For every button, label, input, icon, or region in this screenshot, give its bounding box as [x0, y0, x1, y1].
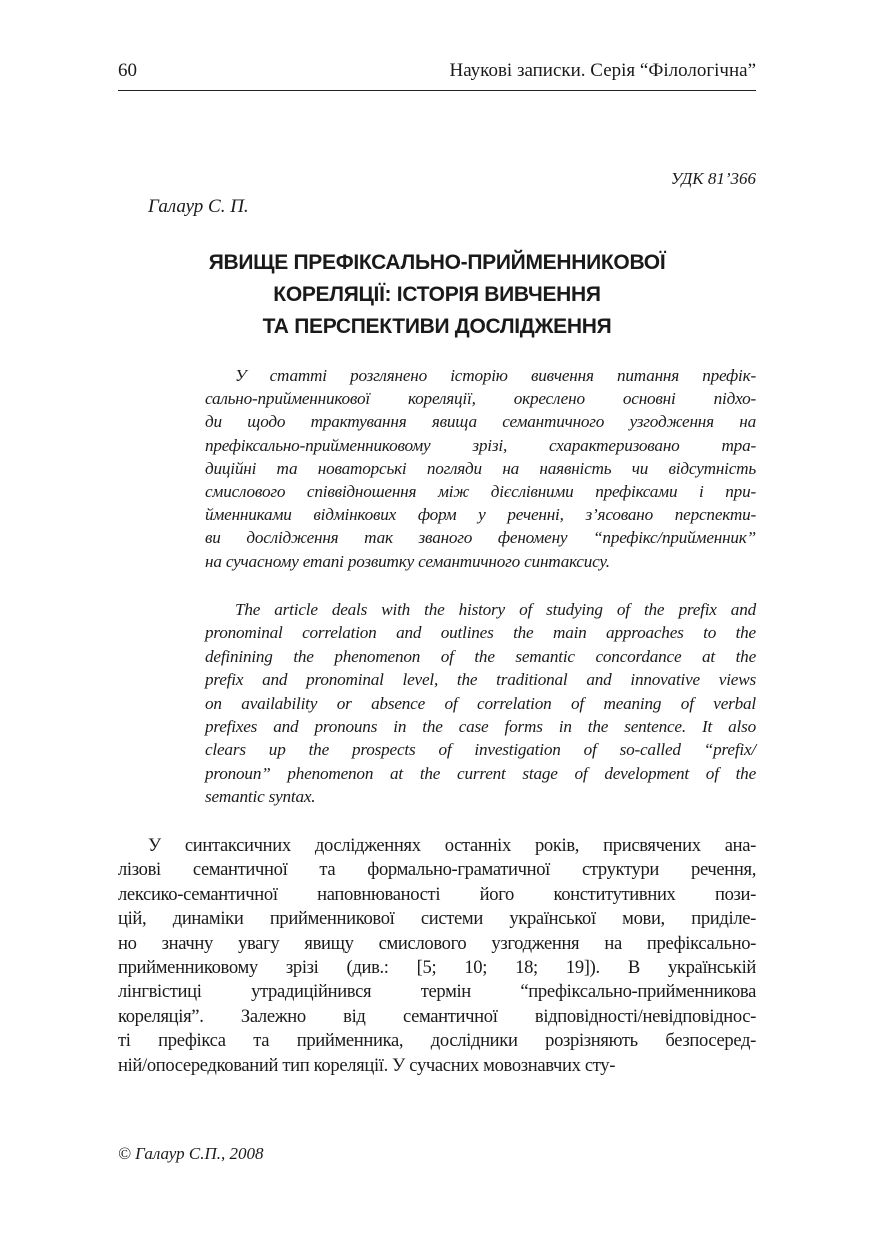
text-line: на сучасному етапі розвитку семантичного синтаксису. — [205, 551, 610, 571]
text-line: ній/опосередкований тип кореляції. У сучасних мовознавчих сту- — [118, 1054, 616, 1076]
text-line: on availability or absence of correlation of meaning of verbal — [205, 693, 756, 713]
text-line: clears up the prospects of investigation of so-called “prefix/ — [205, 740, 756, 760]
abstract-ukrainian — [205, 364, 756, 573]
text-line: ті префікса та прийменника, дослідники розрізняють безпосеред- — [118, 1030, 756, 1052]
author: Галаур С. П. — [148, 196, 249, 217]
copyright-footer: © Галаур С.П., 2008 — [118, 1144, 264, 1163]
text-line: сально-прийменникової кореляції, окреслено основні підхо- — [205, 389, 756, 409]
text-line: кореляція”. Залежно від семантичної відповідності/невідповіднос- — [118, 1005, 756, 1027]
text-line: У синтаксичних дослідженнях останніх років, присвячених ана- — [148, 835, 756, 856]
abstract-english — [205, 598, 756, 809]
text-line: лізові семантичної та формально-граматичної структури речення, — [118, 859, 756, 881]
page-number: 60 — [118, 60, 137, 81]
text-line: ви дослідження так званого феномену “префікс/прийменник” — [205, 528, 756, 548]
text-line: prefix and pronominal level, the traditional and innovative views — [205, 670, 756, 690]
header-rule — [118, 90, 756, 91]
text-line: pronoun” phenomenon at the current stage of development of the — [205, 763, 756, 783]
text-line: prefixes and pronouns in the case forms in the sentence. It also — [205, 717, 756, 737]
running-header: Наукові записки. Серія “Філологічна” — [449, 60, 756, 81]
body-paragraph — [118, 834, 756, 1078]
text-line: цій, динаміки прийменникової системи української мови, приділе- — [118, 908, 756, 930]
text-line: The article deals with the history of studying of the prefix and — [235, 600, 756, 619]
text-line: definining the phenomenon of the semantic concordance at the — [205, 646, 756, 666]
text-line: префіксально-прийменниковому зрізі, схарактеризовано тра- — [205, 435, 756, 455]
text-line: ди щодо трактування явища семантичного узгодження на — [205, 412, 756, 432]
text-line: диційні та новаторські погляди на наявність чи відсутність — [205, 458, 756, 478]
title-line: КОРЕЛЯЦІЇ: ІСТОРІЯ ВИВЧЕННЯ — [273, 283, 601, 306]
text-line: pronominal correlation and outlines the main approaches to the — [205, 623, 756, 643]
article-title — [118, 247, 756, 343]
title-line: ЯВИЩЕ ПРЕФІКСАЛЬНО-ПРИЙМЕННИКОВОЇ — [208, 251, 666, 274]
text-line: semantic syntax. — [205, 787, 316, 807]
text-line: смислового співвідношення між дієслівними префіксами і при- — [205, 482, 756, 502]
text-line: У статті розглянено історію вивчення питання префік- — [235, 366, 756, 385]
text-line: прийменниковому зрізі (див.: [5; 10; 18; 19]). В українській — [118, 957, 756, 979]
udk-code: УДК 81’366 — [670, 169, 756, 188]
title-line: ТА ПЕРСПЕКТИВИ ДОСЛІДЖЕННЯ — [262, 315, 612, 338]
text-line: лексико-семантичної наповнюваності його конститутивних пози- — [118, 883, 756, 905]
text-line: но значну увагу явищу смислового узгодження на префіксально- — [118, 932, 756, 954]
text-line: йменниками відмінкових форм у реченні, з’ясовано перспекти- — [205, 505, 756, 525]
text-line: лінгвістиці утрадиційнився термін “префіксально-прийменникова — [118, 981, 756, 1003]
